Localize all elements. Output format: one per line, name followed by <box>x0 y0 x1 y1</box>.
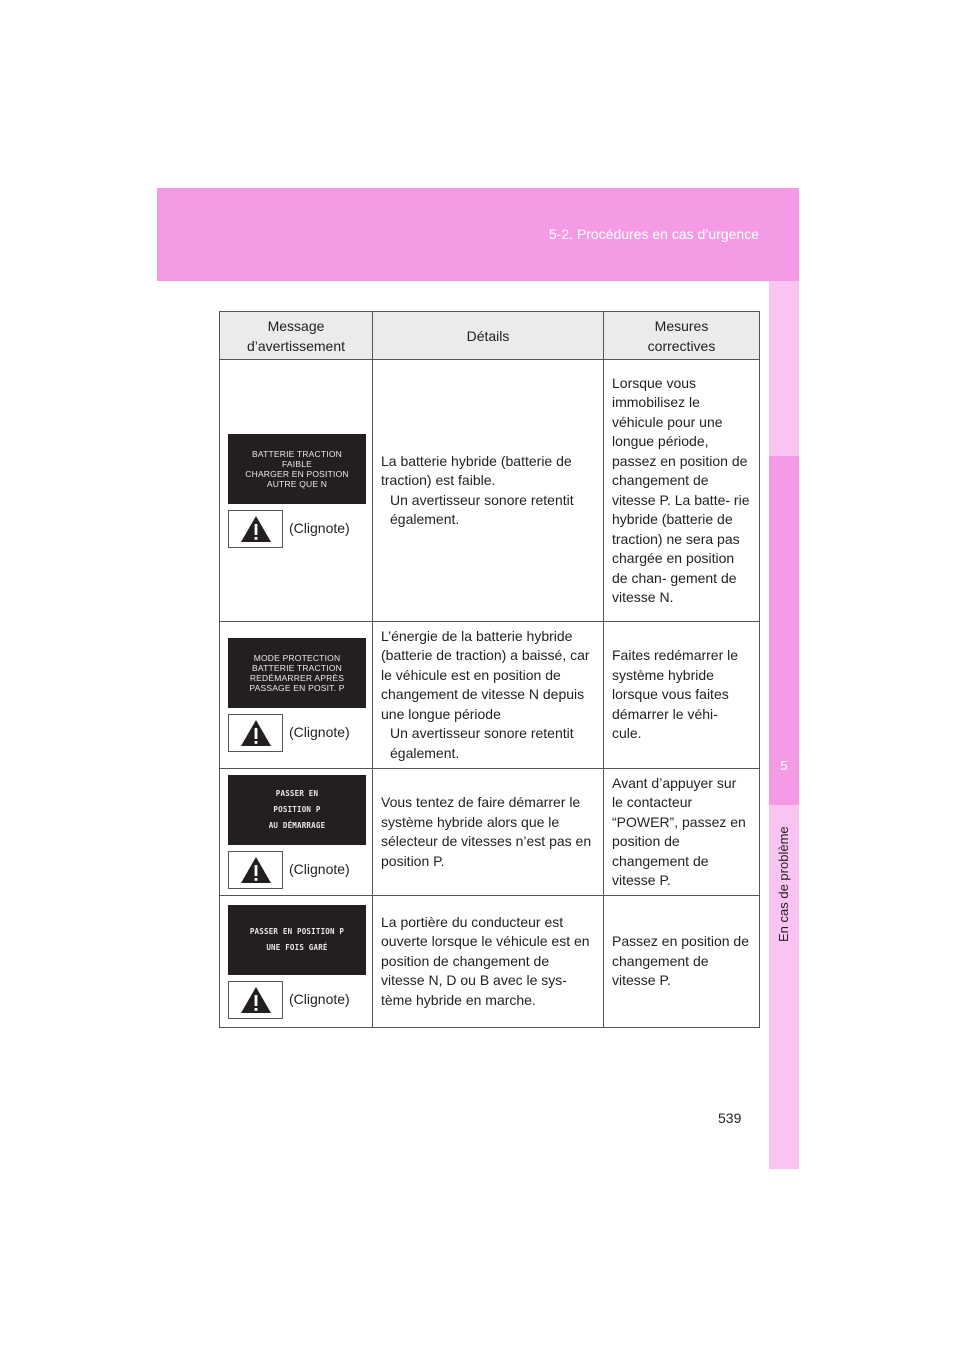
details-text: L’énergie de la batterie hybride (batterie de traction) a baissé, car le véhicule est en position de changement de vitesse N depuis une longue période <box>381 627 590 722</box>
column-header-actions: Mesures correctives <box>604 312 760 360</box>
blink-indicator: (Clignote) <box>289 990 350 1007</box>
action-cell: Lorsque vous immobilisez le véhicule pour une longue période, passez en position de changement de vitesse P. La batte- rie hybride (batterie de traction) ne sera pas chargée en position de chan- gement de vitesse N. <box>604 360 760 622</box>
table-header-row <box>220 312 760 360</box>
column-header-details: Détails <box>373 312 604 360</box>
screen-line: MODE PROTECTION <box>253 653 341 663</box>
details-text: La portière du conducteur est ouverte lorsque le véhicule est en position de changement de vitesse N, D ou B avec le sys- tème hybride en marche. <box>381 913 590 1008</box>
screen-line: BATTERIE TRACTION <box>252 448 342 459</box>
action-cell: Avant d’appuyer sur le contacteur “POWER”, passez en position de changement de vitesse P. <box>604 769 760 896</box>
details-cell <box>373 360 604 622</box>
section-title: 5-2. Procédures en cas d’urgence <box>548 226 759 242</box>
display-screen <box>228 638 366 708</box>
chapter-highlight <box>769 456 799 805</box>
chapter-label: En cas de problème <box>776 826 791 942</box>
screen-line: POSITION P <box>273 805 321 814</box>
details-cell <box>373 622 604 769</box>
header-band <box>157 188 799 281</box>
screen-line: UNE FOIS GARÉ <box>266 942 328 952</box>
message-cell <box>220 896 373 1028</box>
table-row <box>220 622 760 769</box>
warning-triangle-icon <box>228 510 283 548</box>
page-number: 539 <box>718 1110 742 1126</box>
screen-line: REDÉMARRER APRÈS <box>249 673 345 683</box>
chapter-side-tab <box>769 281 799 1169</box>
message-cell <box>220 769 373 896</box>
details-text: La batterie hybride (batterie de traction) est faible. <box>381 452 572 488</box>
blink-indicator: (Clignote) <box>289 519 350 536</box>
action-cell: Faites redémarrer le système hybride lorsque vous faites démarrer le véhi- cule. <box>604 622 760 769</box>
details-cell <box>373 896 604 1028</box>
screen-line: AU DÉMARRAGE <box>268 821 326 830</box>
table-row <box>220 360 760 622</box>
screen-line: PASSER EN <box>275 789 319 798</box>
screen-line: PASSAGE EN POSIT. P <box>249 683 345 693</box>
details-note: Un avertisseur sonore retentit également. <box>390 491 574 527</box>
display-screen <box>228 905 366 975</box>
table-row <box>220 769 760 896</box>
chapter-number: 5 <box>780 758 788 773</box>
details-cell <box>373 769 604 896</box>
warning-triangle-icon <box>228 714 283 752</box>
action-cell: Passez en position de changement de vitesse P. <box>604 896 760 1028</box>
details-text: Vous tentez de faire démarrer le système hybride alors que le sélecteur de vitesses n’est pas en position P. <box>381 794 592 869</box>
warning-triangle-icon <box>228 981 283 1019</box>
warning-triangle-icon <box>228 851 283 889</box>
table-row <box>220 896 760 1028</box>
warning-table <box>219 311 760 1028</box>
screen-line: AUTRE QUE N <box>266 478 328 489</box>
screen-line: BATTERIE TRACTION <box>252 663 342 673</box>
blink-indicator: (Clignote) <box>289 861 350 878</box>
screen-line: FAIBLE <box>281 458 313 469</box>
display-screen <box>228 775 366 845</box>
display-screen <box>228 434 366 504</box>
screen-line: CHARGER EN POSITION <box>245 468 349 479</box>
blink-indicator: (Clignote) <box>289 724 350 741</box>
column-header-message: Message d’avertissement <box>220 312 373 360</box>
message-cell <box>220 622 373 769</box>
details-note: Un avertisseur sonore retentit également. <box>390 725 574 761</box>
screen-line: PASSER EN POSITION P <box>249 926 345 936</box>
message-cell <box>220 360 373 622</box>
